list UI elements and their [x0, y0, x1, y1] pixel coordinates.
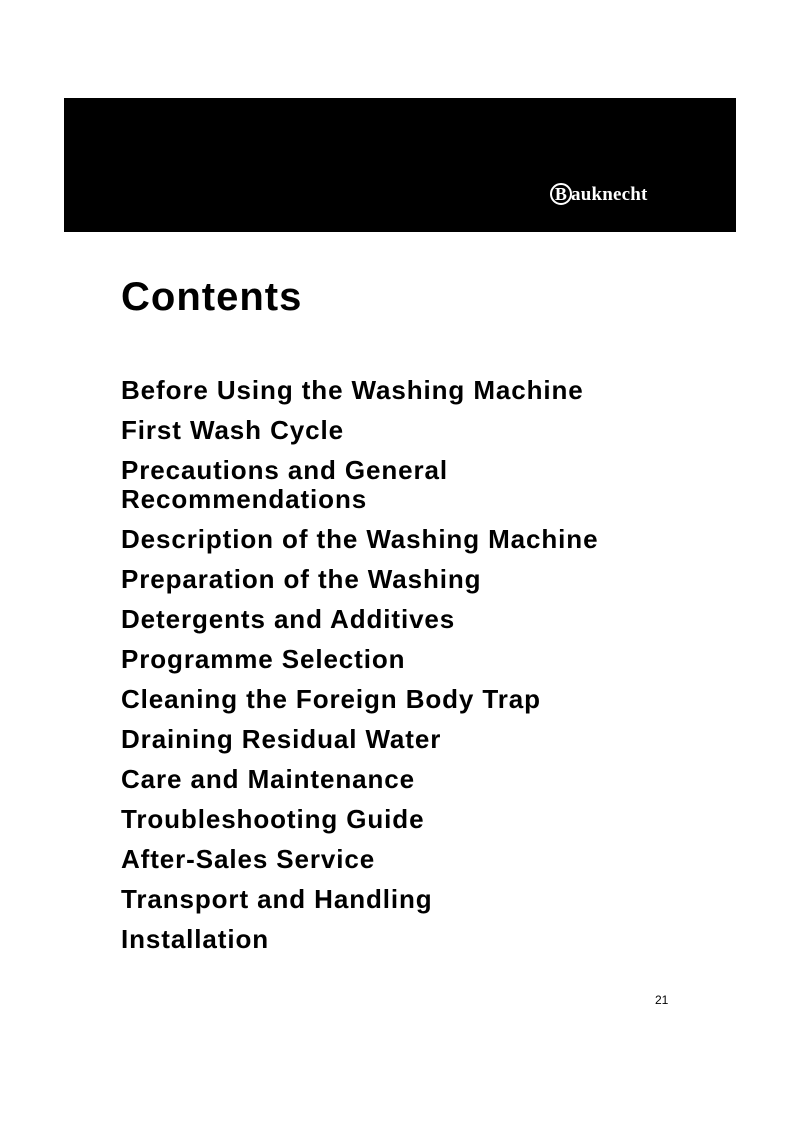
toc-item-transport[interactable]: Transport and Handling — [121, 884, 433, 914]
logo-initial: B — [550, 183, 572, 205]
toc-item-installation[interactable]: Installation — [121, 924, 270, 954]
bauknecht-logo — [550, 183, 648, 205]
toc-item-before-using[interactable]: Before Using the Washing Machine — [121, 375, 584, 405]
toc-item-cleaning-trap[interactable]: Cleaning the Foreign Body Trap — [121, 684, 541, 714]
header-band — [64, 98, 736, 232]
toc-item-detergents[interactable]: Detergents and Additives — [121, 604, 456, 634]
toc-item-draining-water[interactable]: Draining Residual Water — [121, 724, 442, 754]
toc-item-description[interactable]: Description of the Washing Machine — [121, 524, 599, 554]
toc-item-after-sales[interactable]: After-Sales Service — [121, 844, 376, 874]
toc-item-first-wash-cycle[interactable]: First Wash Cycle — [121, 415, 344, 445]
toc-item-troubleshooting[interactable]: Troubleshooting Guide — [121, 804, 425, 834]
page-number: 21 — [655, 993, 669, 1007]
table-of-contents — [121, 376, 701, 965]
toc-item-programme-selection[interactable]: Programme Selection — [121, 644, 406, 674]
logo-text: auknecht — [571, 183, 648, 205]
toc-item-preparation[interactable]: Preparation of the Washing — [121, 564, 482, 594]
toc-item-care-maintenance[interactable]: Care and Maintenance — [121, 764, 415, 794]
page-title: Contents — [121, 275, 303, 319]
toc-item-precautions[interactable]: Precautions and General Recommendations — [121, 455, 449, 514]
